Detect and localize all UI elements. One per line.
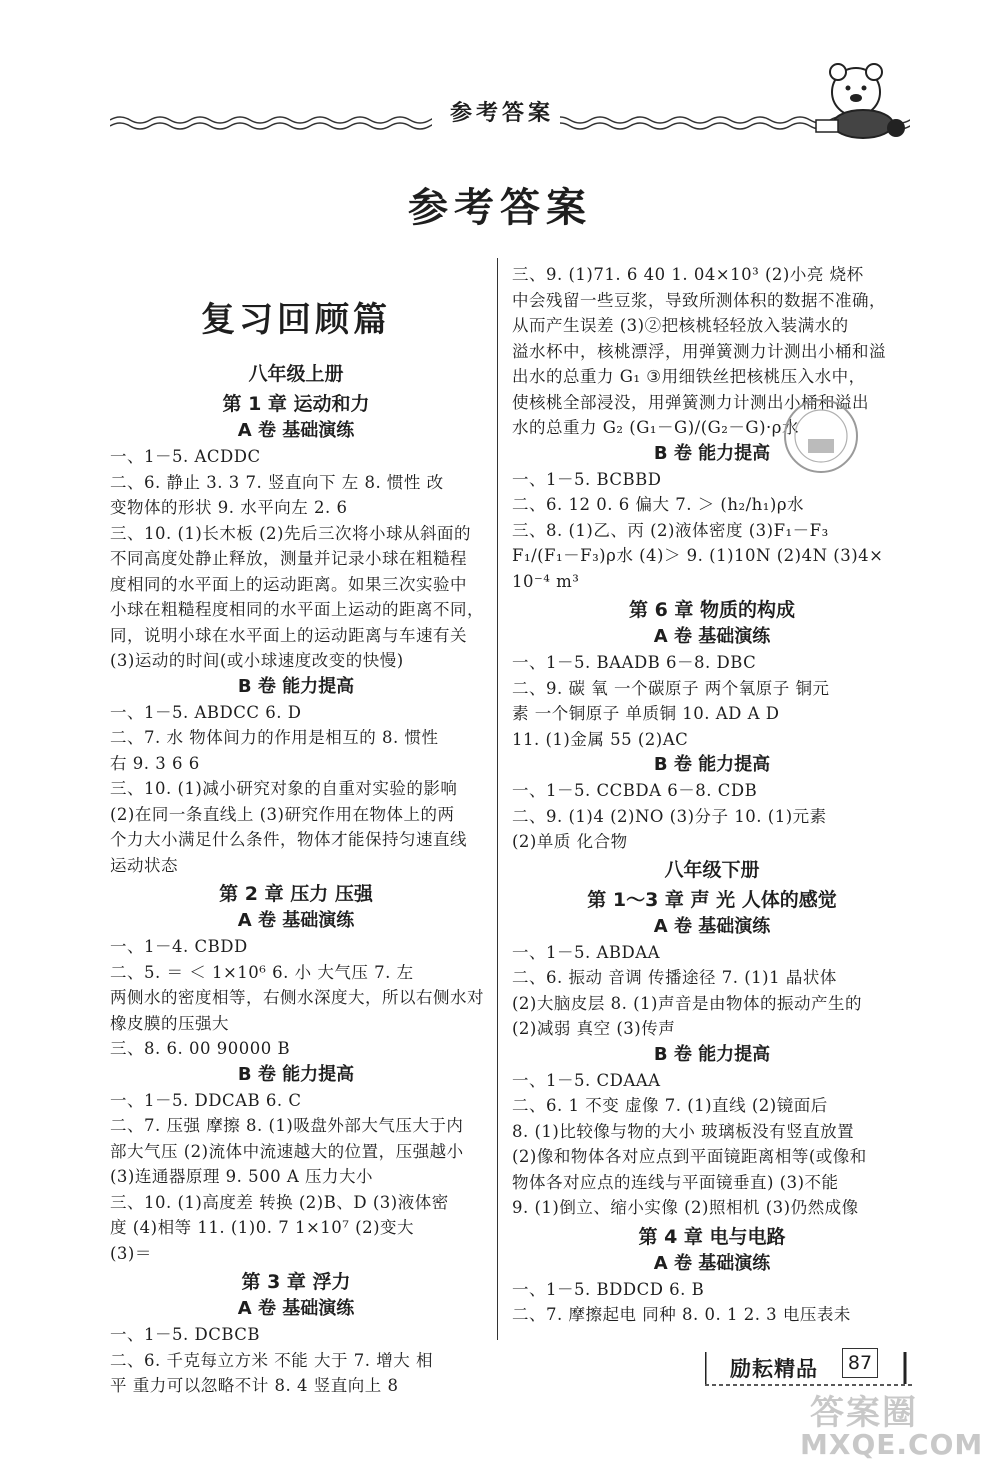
- left-column: [110, 258, 482, 1399]
- chapter-heading: 第 1 章 运动和力: [222, 393, 370, 415]
- chapter-heading: 第 6 章 物质的构成: [628, 599, 796, 621]
- answer-line: 溢水杯中，核桃漂浮，用弹簧测力计测出小桶和溢: [512, 341, 886, 361]
- page-title: 参考答案: [408, 185, 592, 231]
- answer-line: 个力大小满足什么条件，物体才能保持匀速直线: [110, 830, 467, 849]
- chapter-heading: 第 3 章 浮力: [241, 1271, 351, 1293]
- answer-line: 二、6. 振动 音调 传播途径 7. (1)1 晶状体: [512, 968, 837, 987]
- answer-line: (3)连通器原理 9. 500 A 压力大小: [110, 1167, 374, 1186]
- answer-line: 二、6. 12 0. 6 偏大 7. ＞ (h₂/h₁)ρ水: [512, 495, 805, 514]
- answer-line: 三、8. (1)乙、丙 (2)液体密度 (3)F₁－F₃: [512, 520, 829, 540]
- answer-line: (2)减弱 真空 (3)传声: [512, 1019, 676, 1038]
- answer-line: 一、1－5. BAADB 6－8. DBC: [512, 653, 757, 672]
- chapter-heading: 第 1～3 章 声 光 人体的感觉: [587, 888, 837, 911]
- answer-line: 水的总重力 G₂ (G₁－G)/(G₂－G)·ρ水: [512, 418, 799, 437]
- answer-line: 一、1－5. ABDCC 6. D: [110, 702, 302, 722]
- answer-line: 运动状态: [110, 855, 178, 875]
- answer-line: 从而产生误差 (3)②把核桃轻轻放入装满水的: [512, 316, 849, 335]
- column-divider: [497, 258, 498, 1340]
- answer-line: 二、9. 碳 氧 一个碳原子 两个氧原子 铜元: [512, 678, 830, 698]
- answer-line: 不同高度处静止释放，测量并记录小球在粗糙程: [110, 549, 467, 568]
- answer-line: (2)在同一条直线上 (3)研究作用在物体上的两: [110, 804, 455, 824]
- bear-mascot-icon: [808, 58, 908, 143]
- answer-line: (2)单质 化合物: [512, 832, 628, 851]
- header-title: 参考答案: [450, 101, 555, 126]
- watermark-logo: 答案圈: [810, 1393, 918, 1433]
- answer-line: 一、1－5. BCBBD: [512, 469, 662, 489]
- answer-line: 度相同的水平面上的运动距离。如果三次实验中: [110, 574, 467, 594]
- answer-line: 一、1－5. CDAAA: [512, 1070, 661, 1090]
- answer-line: 橡皮膜的压强大: [110, 1013, 229, 1033]
- page-number: 87: [842, 1348, 878, 1378]
- answer-line: 二、6. 1 不变 虚像 7. (1)直线 (2)镜面后: [512, 1096, 828, 1115]
- answer-line: 二、7. 水 物体间力的作用是相互的 8. 惯性: [110, 728, 439, 747]
- answer-line: 一、1－4. CBDD: [110, 937, 248, 956]
- volume-heading: A 卷 基础演练: [653, 1252, 771, 1274]
- answer-line: 一、1－5. DCBCB: [110, 1325, 261, 1344]
- answer-line: 变物体的形状 9. 水平向左 2. 6: [110, 498, 348, 517]
- grade-heading: 八年级下册: [664, 858, 760, 881]
- answer-line: 出水的总重力 G₁ ③用细铁丝把核桃压入水中，: [512, 367, 866, 386]
- answer-line: (2)像和物体各对应点到平面镜距离相等(或像和: [512, 1147, 867, 1166]
- answer-line: 8. (1)比较像与物的大小 玻璃板没有竖直放置: [512, 1121, 855, 1141]
- answer-line: 二、7. 压强 摩擦 8. (1)吸盘外部大气压大于内: [110, 1116, 464, 1135]
- volume-heading: A 卷 基础演练: [653, 915, 771, 937]
- answer-line: (3)＝: [110, 1243, 152, 1263]
- brand-label: 励耘精品: [730, 1357, 818, 1381]
- volume-heading: A 卷 基础演练: [653, 626, 771, 647]
- volume-heading: A 卷 基础演练: [237, 910, 355, 931]
- section-title: 复习回顾篇: [201, 300, 391, 340]
- answer-line: 度 (4)相等 11. (1)0. 7 1×10⁷ (2)变大: [110, 1218, 415, 1237]
- answer-line: F₁/(F₁－F₃)ρ水 (4)＞ 9. (1)10N (2)4N (3)4×: [512, 546, 884, 565]
- answer-line: 三、8. 6. 00 90000 B: [110, 1039, 291, 1058]
- answer-line: (2)大脑皮层 8. (1)声音是由物体的振动产生的: [512, 993, 862, 1013]
- answer-line: 一、1－5. DDCAB 6. C: [110, 1090, 302, 1110]
- answer-line: 二、5. ＝ ＜ 1×10⁶ 6. 小 大气压 7. 左: [110, 962, 414, 982]
- answer-line: 两侧水的密度相等，右侧水深度大，所以右侧水对: [110, 988, 484, 1007]
- answer-line: 物体各对应点的连线与平面镜垂直) (3)不能: [512, 1172, 839, 1192]
- answer-line: 一、1－5. ABDAA: [512, 942, 661, 962]
- answer-line: 10⁻⁴ m³: [512, 571, 580, 591]
- answer-line: 三、10. (1)减小研究对象的自重对实验的影响: [110, 779, 458, 798]
- volume-heading: A 卷 基础演练: [237, 420, 355, 441]
- answer-line: 二、7. 摩擦起电 同种 8. 0. 1 2. 3 电压表未: [512, 1305, 851, 1324]
- answer-line: 一、1－5. CCBDA 6－8. CDB: [512, 781, 758, 800]
- answer-line: 二、6. 静止 3. 3 7. 竖直向下 左 8. 惯性 改: [110, 472, 444, 492]
- volume-heading: B 卷 能力提高: [653, 754, 771, 775]
- answer-line: 一、1－5. BDDCD 6. B: [512, 1279, 705, 1299]
- grade-heading: 八年级上册: [248, 363, 344, 385]
- answer-line: 中会残留一些豆浆，导致所测体积的数据不准确，: [512, 290, 886, 310]
- volume-heading: B 卷 能力提高: [237, 675, 355, 697]
- answer-line: 平 重力可以忽略不计 8. 4 竖直向上 8: [110, 1376, 399, 1395]
- stamp-icon: [780, 395, 862, 477]
- answer-line: 小球在粗糙程度相同的水平面上运动的距离不同，: [110, 600, 484, 619]
- answer-line: 一、1－5. ACDDC: [110, 447, 261, 466]
- answer-line: 使核桃全部浸没，用弹簧测力计测出小桶和溢出: [512, 392, 869, 412]
- chapter-heading: 第 2 章 压力 压强: [219, 883, 373, 905]
- answer-line: 二、9. (1)4 (2)NO (3)分子 10. (1)元素: [512, 806, 827, 826]
- volume-heading: B 卷 能力提高: [237, 1063, 355, 1085]
- volume-heading: B 卷 能力提高: [653, 442, 771, 464]
- answer-line: 素 一个铜原子 单质铜 10. AD A D: [512, 704, 780, 723]
- answer-line: 三、10. (1)高度差 转换 (2)B、D (3)液体密: [110, 1192, 449, 1212]
- answer-line: 同，说明小球在水平面上的运动距离与车速有关: [110, 625, 467, 645]
- answer-line: 二、6. 千克每立方米 不能 大于 7. 增大 相: [110, 1350, 433, 1370]
- answer-line: 右 9. 3 6 6: [110, 753, 200, 773]
- answer-line: 三、9. (1)71. 6 40 1. 04×10³ (2)小亮 烧杯: [512, 265, 864, 284]
- volume-heading: A 卷 基础演练: [237, 1298, 355, 1319]
- chapter-heading: 第 4 章 电与电路: [638, 1225, 786, 1248]
- answer-line: 部大气压 (2)流体中流速越大的位置，压强越小: [110, 1141, 464, 1161]
- answer-line: 9. (1)倒立、缩小实像 (2)照相机 (3)仍然成像: [512, 1198, 859, 1217]
- answer-line: (3)运动的时间(或小球速度改变的快慢): [110, 651, 404, 670]
- answer-line: 三、10. (1)长木板 (2)先后三次将小球从斜面的: [110, 523, 471, 543]
- volume-heading: B 卷 能力提高: [653, 1043, 771, 1065]
- answer-line: 11. (1)金属 55 (2)AC: [512, 729, 689, 749]
- watermark-url: MXQE.COM: [800, 1428, 984, 1461]
